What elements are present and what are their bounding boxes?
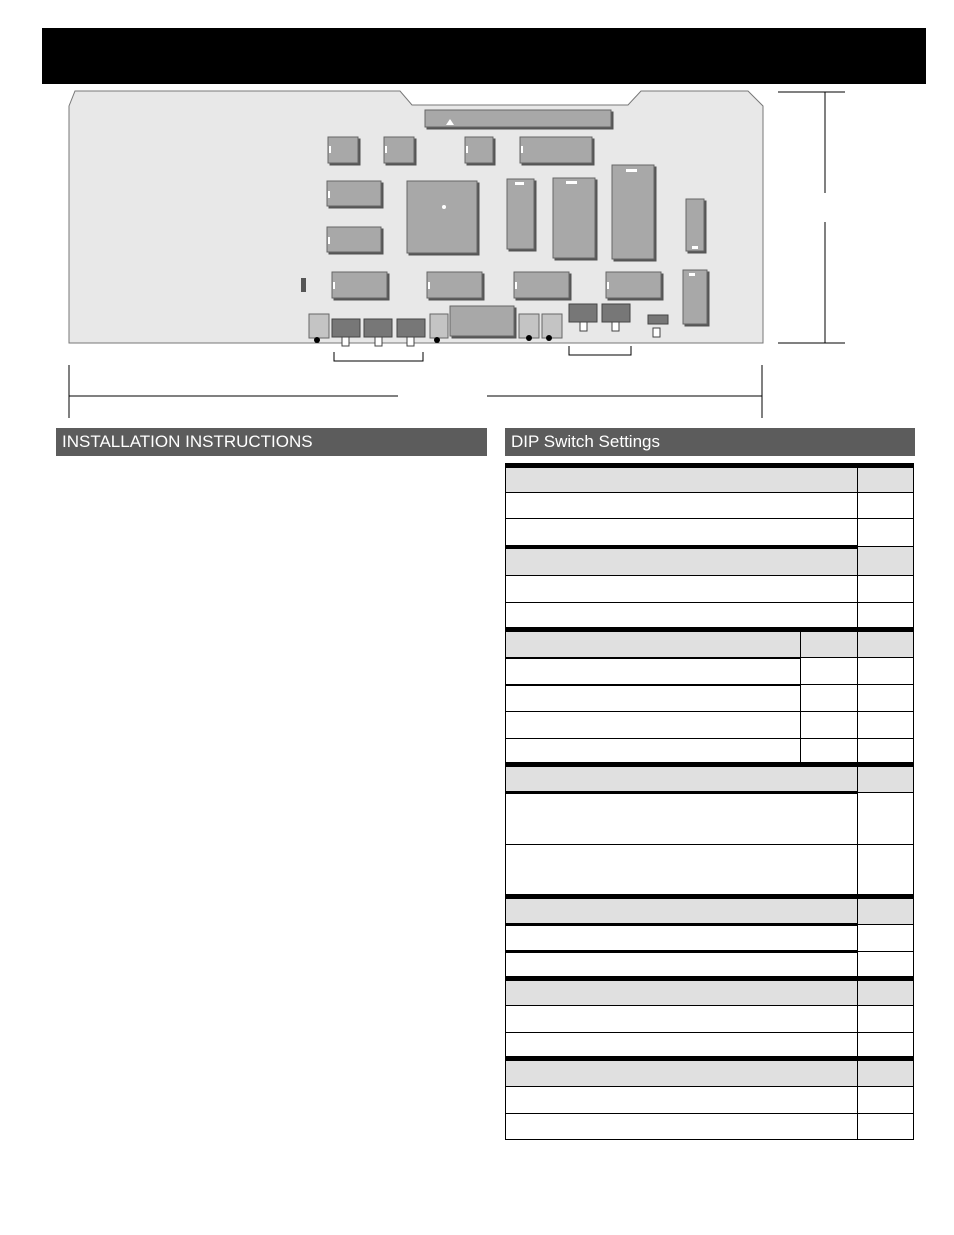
pcb-diagram <box>0 0 954 425</box>
cpu-mark <box>442 205 446 209</box>
chip <box>606 272 661 298</box>
table-row <box>506 547 858 576</box>
chip <box>683 270 707 324</box>
jack <box>309 314 329 338</box>
jack <box>519 314 539 338</box>
table-row <box>506 519 858 547</box>
table-row <box>506 1006 858 1033</box>
chip <box>514 272 569 298</box>
table-row <box>506 1114 858 1140</box>
table-row <box>506 897 858 925</box>
table-row <box>506 603 858 630</box>
chip <box>328 137 358 163</box>
connector <box>602 304 630 322</box>
connector <box>332 319 360 337</box>
chip <box>427 272 482 298</box>
connector <box>569 304 597 322</box>
chip <box>332 272 387 298</box>
table-row <box>506 1033 858 1059</box>
table-row <box>506 630 801 658</box>
chip <box>520 137 592 163</box>
chip <box>507 179 534 249</box>
table-row <box>506 739 801 765</box>
chip <box>612 165 654 259</box>
table-row <box>506 466 858 493</box>
jumper <box>301 278 306 292</box>
table-row <box>506 685 801 712</box>
jack <box>542 314 562 338</box>
table-row <box>506 1059 858 1087</box>
table-row <box>506 952 858 979</box>
chip <box>686 199 704 251</box>
chip <box>327 227 381 252</box>
table-row <box>506 576 858 603</box>
table-row <box>506 793 858 845</box>
table-row <box>506 493 858 519</box>
table-row <box>506 1087 858 1114</box>
chip <box>465 137 493 163</box>
jack <box>430 314 448 338</box>
chip <box>384 137 414 163</box>
table-row <box>506 979 858 1006</box>
table-row <box>506 925 858 952</box>
installation-heading: INSTALLATION INSTRUCTIONS <box>56 428 487 456</box>
connector <box>364 319 392 337</box>
connector <box>397 319 425 337</box>
dip-switch-table <box>505 463 914 1140</box>
chip <box>553 178 595 258</box>
table-row <box>506 765 858 793</box>
table-row <box>506 845 858 897</box>
chip <box>327 181 381 206</box>
table-row <box>506 712 801 739</box>
chip <box>450 306 514 336</box>
connector <box>648 315 668 324</box>
table-row <box>506 658 801 685</box>
dip-heading: DIP Switch Settings <box>505 428 915 456</box>
cpu-chip <box>407 181 477 253</box>
